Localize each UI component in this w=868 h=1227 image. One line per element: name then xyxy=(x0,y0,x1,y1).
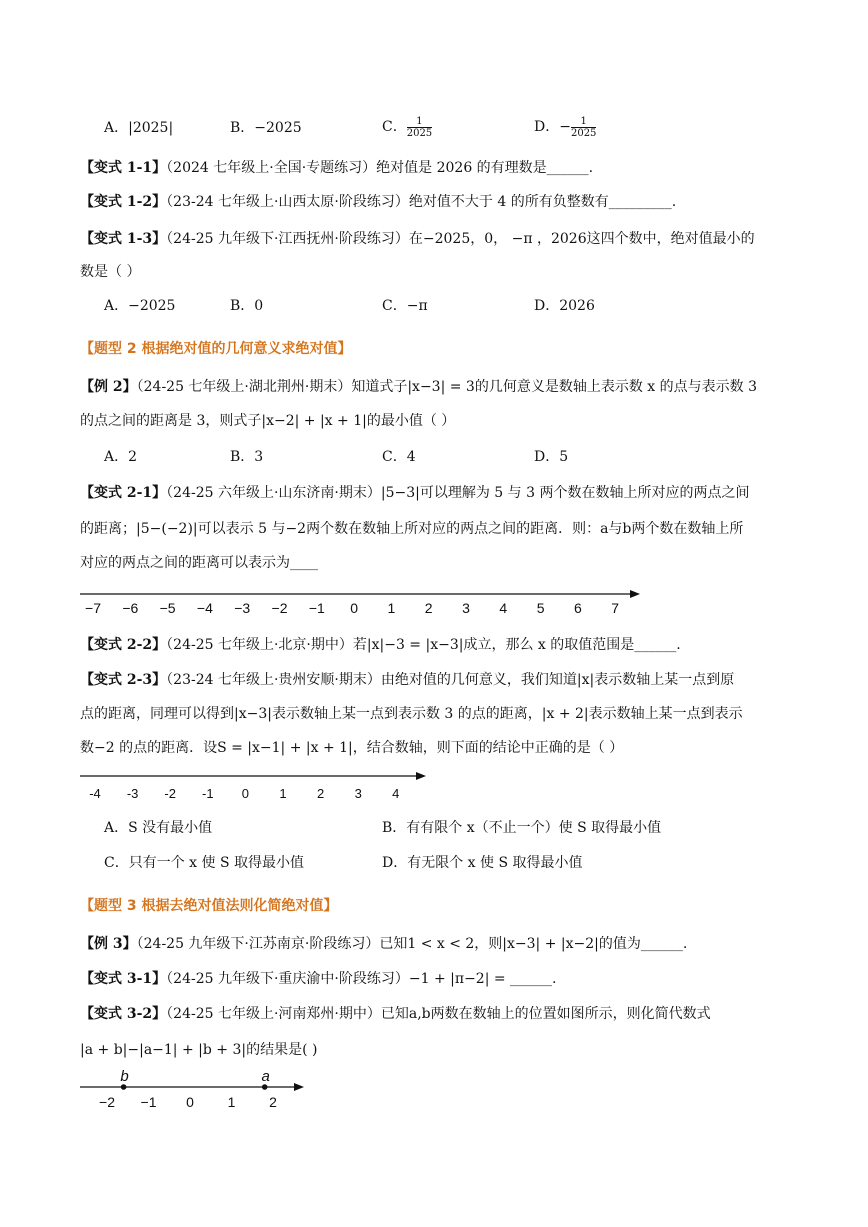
question-text-line2: |a + b|−|a−1| + |b + 3|的结果是( ) xyxy=(80,1042,318,1058)
option-d: D．2026 xyxy=(534,298,595,314)
tick-label: -2 xyxy=(164,786,176,801)
question-text: （23-24 七年级上·贵州安顺·期末）由绝对值的几何意义，我们知道|x|表示数轴上某一点到原 xyxy=(166,672,735,688)
option-c: C．只有一个 x 使 S 取得最小值 xyxy=(104,855,304,871)
question-tag: 【例 3】 xyxy=(80,936,137,952)
fraction: $\frac{1}{2025}$ xyxy=(406,115,433,139)
tick-label: 5 xyxy=(536,600,545,616)
question-tag: 【变式 1-3】 xyxy=(80,231,167,247)
question-tag: 【例 2】 xyxy=(80,379,137,395)
question-tag: 【变式 3-1】 xyxy=(80,971,167,987)
option-c: C．−π xyxy=(382,298,428,314)
tick-label: 2 xyxy=(316,786,325,801)
question-text: （24-25 九年级下·重庆渝中·阶段练习）−1 + |π−2| = ______. xyxy=(166,971,557,987)
tick-label: 7 xyxy=(611,600,620,616)
tick-label: -3 xyxy=(126,786,139,801)
tick-label: -1 xyxy=(202,786,214,801)
question-text: （23-24 七年级上·山西太原·阶段练习）绝对值不大于 4 的所有负整数有_________. xyxy=(166,194,677,210)
tick-label: −6 xyxy=(122,600,139,616)
tick-label: 6 xyxy=(574,600,582,616)
tick-label: 4 xyxy=(392,786,400,801)
tick-label: 0 xyxy=(241,786,250,801)
question-text-line2: 数是（ ） xyxy=(80,264,141,280)
option-c: C．4 xyxy=(382,449,416,465)
tick-label: −1 xyxy=(308,600,325,616)
option-d: D．− $\frac{1}{2025}$ xyxy=(534,115,597,139)
option-b: B．0 xyxy=(230,298,264,314)
option-d: D．5 xyxy=(534,449,569,465)
tick-label: 3 xyxy=(354,786,362,801)
tick-label: -4 xyxy=(89,786,101,801)
point-b-label: b xyxy=(120,1068,129,1085)
point-b-dot xyxy=(121,1084,127,1090)
tick-label: 0 xyxy=(186,1094,194,1110)
tick-label: 2 xyxy=(269,1094,277,1110)
option-b: B．−2025 xyxy=(230,120,302,136)
fraction: $\frac{1}{2025}$ xyxy=(570,115,597,139)
tick-label: 1 xyxy=(227,1094,236,1110)
tick-label: −4 xyxy=(196,600,213,616)
question-tag: 【变式 1-1】 xyxy=(80,160,167,176)
question-text: （24-25 九年级下·江西抚州·阶段练习）在−2025，0， −π ，2026这四个数中，绝对值最小的 xyxy=(166,231,755,247)
tick-label: 1 xyxy=(387,600,396,616)
option-b: B．3 xyxy=(230,449,264,465)
question-text: （24-25 七年级上·湖北荆州·期末）知道式子|x−3| = 3的几何意义是数轴上表示数 x 的点与表示数 3 xyxy=(136,379,757,395)
question-tag: 【变式 2-2】 xyxy=(80,637,167,653)
option-a: A．2 xyxy=(104,449,138,465)
question-text: （24-25 九年级下·江苏南京·阶段练习）已知1 < x < 2，则|x−3| + |x−2|的值为______. xyxy=(136,936,688,952)
question-tag: 【变式 1-2】 xyxy=(80,194,167,210)
question-text: （24-25 六年级上·山东济南·期末）|5−3|可以理解为 5 与 3 两个数在数轴上所对应的两点之间 xyxy=(166,485,750,501)
option-a: A．−2025 xyxy=(104,298,176,314)
tick-label: −2 xyxy=(99,1094,115,1110)
tick-label: −1 xyxy=(140,1094,157,1110)
question-text-line2: 的点之间的距离是 3，则式子|x−2| + |x + 1|的最小值（ ） xyxy=(80,413,456,429)
question-text: （24-25 七年级上·北京·期中）若|x|−3 = |x−3|成立，那么 x 的取值范围是______. xyxy=(166,637,681,653)
question-tag: 【变式 2-3】 xyxy=(80,672,167,688)
section-heading-type-3: 【题型 3 根据去绝对值法则化简绝对值】 xyxy=(80,898,338,914)
axis-arrow xyxy=(294,1083,304,1091)
option-c: C． $\frac{1}{2025}$ xyxy=(382,115,433,139)
option-b: B．有有限个 x（不止一个）使 S 取得最小值 xyxy=(382,820,662,836)
tick-label: −3 xyxy=(234,600,251,616)
tick-label: −7 xyxy=(85,600,101,616)
point-a-dot xyxy=(262,1084,268,1090)
section-heading-type-2: 【题型 2 根据绝对值的几何意义求绝对值】 xyxy=(80,341,352,357)
tick-label: −2 xyxy=(271,600,288,616)
question-tag: 【变式 2-1】 xyxy=(80,485,167,501)
tick-label: 3 xyxy=(462,600,470,616)
tick-label: 1 xyxy=(279,786,287,801)
question-tag: 【变式 3-2】 xyxy=(80,1006,167,1022)
option-d: D．有无限个 x 使 S 取得最小值 xyxy=(382,855,583,871)
option-a: A．S 没有最小值 xyxy=(104,820,213,836)
question-text-line2: 点的距离，同理可以得到|x−3|表示数轴上某一点到表示数 3 的点的距离，|x + 2|表示数轴上某一点到表示 xyxy=(80,706,743,722)
tick-label: −5 xyxy=(159,600,176,616)
question-text-line3: 对应的两点之间的距离可以表示为____ xyxy=(80,555,318,571)
tick-label: 4 xyxy=(499,600,508,616)
question-text: （24-25 七年级上·河南郑州·期中）已知a,b两数在数轴上的位置如图所示，则化简代数式 xyxy=(166,1006,711,1022)
question-text-line2: 的距离；|5−(−2)|可以表示 5 与−2两个数在数轴上所对应的两点之间的距离．则：a与b两个数在数轴上所 xyxy=(80,521,744,537)
question-text-line3: 数−2 的点的距离．设S = |x−1| + |x + 1|，结合数轴，则下面的结论中正确的是（ ） xyxy=(80,740,624,756)
point-a-label: a xyxy=(261,1068,270,1085)
option-a: A．|2025| xyxy=(104,120,174,136)
question-text: （2024 七年级上·全国·专题练习）绝对值是 2026 的有理数是______. xyxy=(166,160,594,176)
tick-label: 0 xyxy=(350,600,358,616)
tick-label: 2 xyxy=(424,600,433,616)
